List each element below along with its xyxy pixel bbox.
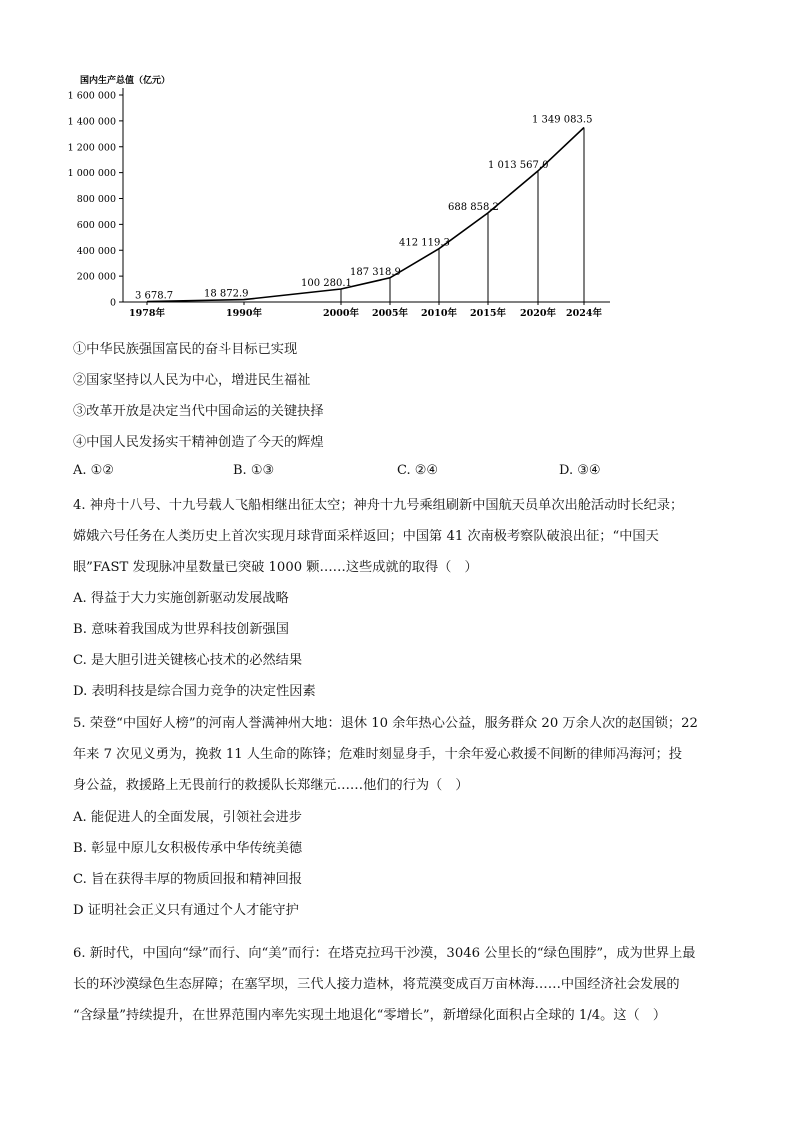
x-tick-label: 2020年 [520,308,556,319]
data-label: 1 013 567.0 [488,159,549,171]
x-tick-label: 2005年 [372,308,408,319]
x-tick-label: 2015年 [470,308,506,319]
q3-statement-4: ④中国人民发扬实干精神创造了今天的辉煌 [73,435,324,450]
x-tick-label: 1990年 [226,308,262,319]
y-tick-label: 1 000 000 [67,168,116,180]
y-axis-title: 国内生产总值（亿元） [80,76,171,86]
q6-stem-line-3: “含绿量”持续提升，在世界范围内率先实现土地退化“零增长”，新增绿化面积占全球的 1/4。这（ ） [73,1008,667,1023]
q4-option-a[interactable]: A. 得益于大力实施创新驱动发展战略 [73,591,289,606]
data-label: 412 119.3 [399,237,450,249]
q4-option-d[interactable]: D. 表明科技是综合国力竞争的决定性因素 [73,684,316,699]
y-tick-label: 800 000 [76,194,116,205]
y-tick-label: 1 600 000 [67,90,116,102]
q3-statement-2: ②国家坚持以人民为中心，增进民生福祉 [73,373,311,388]
q5-option-b[interactable]: B. 彰显中原儿女积极传承中华传统美德 [73,841,303,856]
q4-stem-line-2: 嫦娥六号任务在人类历史上首次实现月球背面采样返回；中国第 41 次南极考察队破浪出征；“中国天 [73,529,659,544]
q4-option-b[interactable]: B. 意味着我国成为世界科技创新强国 [73,622,289,637]
x-tick-label: 2010年 [421,308,457,319]
y-tick-label: 400 000 [76,245,116,257]
q5-stem-line-3: 身公益，救援路上无畏前行的救援队长郑继元……他们的行为（ ） [73,778,469,793]
q5-stem-line-2: 年来 7 次见义勇为，挽救 11 人生命的陈锋；危难时刻显身手，十余年爱心救援不间断的律师冯海河；投 [73,747,682,762]
q6-stem-line-1: 6. 新时代，中国向“绿”而行、向“美”而行：在塔克拉玛干沙漠，3046 公里长的“绿色围脖”，成为世界上最 [73,946,696,961]
data-label: 18 872.9 [204,288,249,300]
q5-option-c[interactable]: C. 旨在获得丰厚的物质回报和精神回报 [73,872,303,887]
q4-stem-line-1: 4. 神舟十八号、十九号载人飞船相继出征太空；神舟十九号乘组刷新中国航天员单次出舱活动时长纪录； [73,498,684,513]
q4-option-c[interactable]: C. 是大胆引进关键核心技术的必然结果 [73,653,303,668]
q3-statement-3: ③改革开放是决定当代中国命运的关键抉择 [73,404,324,419]
data-label: 1 349 083.5 [532,114,593,126]
data-label: 100 280.1 [301,278,352,290]
q6-stem-line-2: 长的环沙漠绿色生态屏障；在塞罕坝，三代人接力造林，将荒漠变成百万亩林海……中国经济社会发展的 [73,977,680,992]
x-tick-label: 2024年 [566,308,602,319]
q3-option-a[interactable]: A. ①② [73,463,114,478]
y-tick-label: 200 000 [76,271,116,283]
q3-option-d[interactable]: D. ③④ [559,463,601,478]
x-tick-label: 2000年 [323,308,359,319]
q3-option-c[interactable]: C. ②④ [397,463,439,478]
y-tick-label: 600 000 [76,219,116,231]
data-label: 187 318.9 [350,266,401,278]
q5-stem-line-1: 5. 荣登“中国好人榜”的河南人誉满神州大地：退休 10 余年热心公益，服务群众 20 万余人次的赵国锁；22 [73,716,698,731]
x-tick-label: 1978年 [129,308,165,319]
y-tick-label: 1 200 000 [67,142,116,154]
q5-option-d[interactable]: D 证明社会正义只有通过个人才能守护 [73,903,299,918]
q4-stem-line-3: 眼”FAST 发现脉冲星数量已突破 1000 颗……这些成就的取得（ ） [73,560,478,575]
q3-option-b[interactable]: B. ①③ [233,463,275,478]
data-label: 3 678.7 [135,290,174,302]
q5-option-a[interactable]: A. 能促进人的全面发展，引领社会进步 [73,810,302,825]
data-label: 688 858.2 [448,201,499,213]
y-tick-label: 1 400 000 [67,116,116,128]
gdp-line-chart [60,70,620,325]
q3-statement-1: ①中华民族强国富民的奋斗目标已实现 [73,342,298,357]
y-tick-label: 0 [109,297,116,309]
